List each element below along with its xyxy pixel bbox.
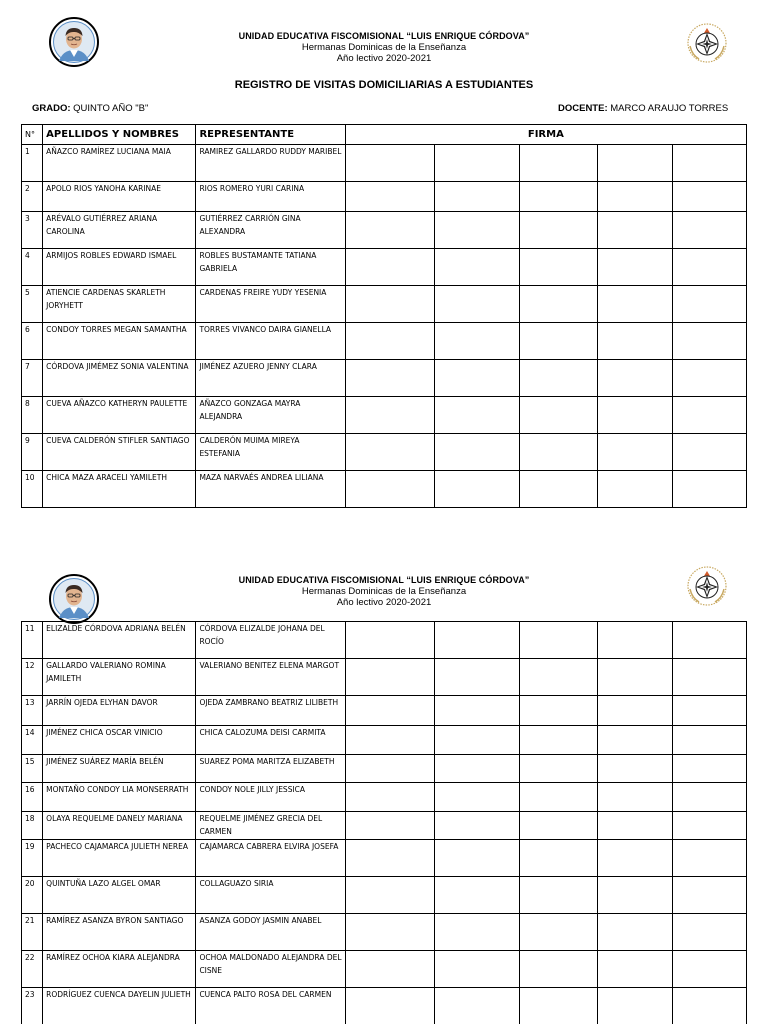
dominican-cross-shield-icon [684,565,730,607]
row-number: 5 [22,286,43,323]
signature-cell-5[interactable] [673,360,747,397]
signature-cell-4[interactable] [597,914,673,951]
signature-cell-3[interactable] [520,622,598,659]
student-name: CÓRDOVA JIMÉMEZ SONIA VALENTINA [43,360,196,397]
representative-name: RIOS ROMERO YURI CARINA [196,182,345,212]
signature-cell-1[interactable] [345,951,435,988]
signature-cell-3[interactable] [520,360,598,397]
signature-cell-3[interactable] [520,145,598,182]
signature-cell-3[interactable] [520,434,598,471]
signature-cell-4[interactable] [597,755,673,783]
signature-cell-4[interactable] [597,182,673,212]
table-header-row [22,125,747,145]
signature-cell-5[interactable] [673,877,747,914]
signature-cell-2[interactable] [435,755,520,783]
signature-cell-4[interactable] [597,434,673,471]
signature-cell-3[interactable] [520,726,598,755]
signature-cell-1[interactable] [345,622,435,659]
signature-cell-3[interactable] [520,471,598,508]
signature-cell-2[interactable] [435,783,520,812]
signature-cell-4[interactable] [597,145,673,182]
student-name: ARMIJOS ROBLES EDWARD ISMAEL [43,249,196,286]
signature-cell-1[interactable] [345,471,435,508]
student-name: ARÉVALO GUTIÉRREZ ARIANA CAROLINA [43,212,196,249]
representative-name: TORRES VIVANCO DAIRA GIANELLA [196,323,345,360]
teacher-field [558,103,728,114]
signature-cell-5[interactable] [673,659,747,696]
signature-cell-2[interactable] [435,877,520,914]
table-row [22,726,747,755]
signature-cell-2[interactable] [435,812,520,840]
signature-cell-1[interactable] [345,323,435,360]
school-year: Año lectivo 2020-2021 [336,597,432,608]
signature-cell-3[interactable] [520,988,598,1024]
signature-cell-2[interactable] [435,182,520,212]
table-row [22,840,747,877]
representative-name: ROBLES BUSTAMANTE TATIANA GABRIELA [196,249,345,286]
row-number: 12 [22,659,43,696]
representative-name: CUENCA PALTO ROSA DEL CARMEN [196,988,345,1024]
signature-cell-5[interactable] [673,812,747,840]
signature-cell-2[interactable] [435,951,520,988]
row-number: 19 [22,840,43,877]
signature-cell-1[interactable] [345,434,435,471]
signature-cell-5[interactable] [673,434,747,471]
signature-cell-4[interactable] [597,988,673,1024]
table-row [22,360,747,397]
column-header-names: APELLIDOS Y NOMBRES [43,125,196,145]
table-row [22,182,747,212]
row-number: 22 [22,951,43,988]
signature-cell-1[interactable] [345,182,435,212]
column-header-signature: FIRMA [345,125,746,145]
representative-name: ASANZA GODOY JASMIN ANABEL [196,914,345,951]
signature-cell-4[interactable] [597,249,673,286]
signature-cell-3[interactable] [520,659,598,696]
table-row [22,696,747,726]
signature-cell-4[interactable] [597,726,673,755]
student-name: JIMÉNEZ SUÁREZ MARÍA BELÉN [43,755,196,783]
signature-cell-2[interactable] [435,659,520,696]
signature-cell-1[interactable] [345,145,435,182]
table-row [22,812,747,840]
table-row [22,877,747,914]
row-number: 7 [22,360,43,397]
signature-cell-2[interactable] [435,622,520,659]
row-number: 10 [22,471,43,508]
signature-cell-1[interactable] [345,659,435,696]
representative-name: MAZA NARVAÉS ANDREA LILIANA [196,471,345,508]
student-name: AÑAZCO RAMÍREZ LUCIANA MAIA [43,145,196,182]
student-name: MONTAÑO CONDOY LIA MONSERRATH [43,783,196,812]
representative-name: CARDENAS FREIRE YUDY YESENIA [196,286,345,323]
signature-cell-1[interactable] [345,726,435,755]
signature-cell-3[interactable] [520,323,598,360]
table-row [22,914,747,951]
dominican-cross-shield-icon [684,22,730,64]
row-number: 23 [22,988,43,1024]
signature-cell-2[interactable] [435,914,520,951]
signature-cell-2[interactable] [435,397,520,434]
table-row [22,286,747,323]
row-number: 8 [22,397,43,434]
signature-cell-5[interactable] [673,783,747,812]
row-number: 3 [22,212,43,249]
signature-cell-2[interactable] [435,434,520,471]
signature-cell-5[interactable] [673,323,747,360]
signature-cell-5[interactable] [673,988,747,1024]
signature-cell-3[interactable] [520,951,598,988]
student-name: APOLO RIOS YANOHA KARINAE [43,182,196,212]
signature-cell-4[interactable] [597,397,673,434]
table-row [22,145,747,182]
student-name: OLAYA REQUELME DANELY MARIANA [43,812,196,840]
row-number: 16 [22,783,43,812]
student-name: ATIENCIE CARDENAS SKARLETH JORYHETT [43,286,196,323]
signature-cell-3[interactable] [520,696,598,726]
signature-cell-5[interactable] [673,951,747,988]
representative-name: CONDOY NOLE JILLY JESSICA [196,783,345,812]
row-number: 15 [22,755,43,783]
signature-cell-5[interactable] [673,249,747,286]
table-row [22,988,747,1024]
representative-name: OJEDA ZAMBRANO BEATRIZ LILIBETH [196,696,345,726]
signature-cell-3[interactable] [520,812,598,840]
signature-cell-3[interactable] [520,286,598,323]
row-number: 1 [22,145,43,182]
grade-field [32,103,148,114]
table-row [22,323,747,360]
congregation-name: Hermanas Dominicas de la Enseñanza [301,586,467,597]
visits-register-table-continued [21,621,747,1024]
representative-name: RAMIREZ GALLARDO RUDDY MARIBEL [196,145,345,182]
signature-cell-2[interactable] [435,988,520,1024]
page-header [0,0,768,75]
signature-cell-4[interactable] [597,360,673,397]
document-page-2 [0,557,768,1024]
signature-cell-5[interactable] [673,622,747,659]
signature-cell-4[interactable] [597,812,673,840]
representative-name: SUAREZ POMA MARITZA ELIZABETH [196,755,345,783]
signature-cell-5[interactable] [673,755,747,783]
signature-cell-4[interactable] [597,323,673,360]
signature-cell-2[interactable] [435,726,520,755]
student-name: GALLARDO VALERIANO ROMINA JAMILETH [43,659,196,696]
document-title: REGISTRO DE VISITAS DOMICILIARIAS A ESTUDIANTES [234,79,534,91]
column-header-number: N° [22,125,43,145]
table-row [22,212,747,249]
student-name: RAMÍREZ ASANZA BYRON SANTIAGO [43,914,196,951]
representative-name: CHICA CALOZUMA DEISI CARMITA [196,726,345,755]
grade-value: QUINTO AÑO "B" [73,103,149,114]
signature-cell-2[interactable] [435,145,520,182]
student-name: CUEVA CALDERÓN STIFLER SANTIAGO [43,434,196,471]
row-number: 18 [22,812,43,840]
signature-cell-2[interactable] [435,286,520,323]
signature-cell-3[interactable] [520,212,598,249]
student-name: PACHECO CAJAMARCA JULIETH NEREA [43,840,196,877]
signature-cell-1[interactable] [345,360,435,397]
student-name: RAMÍREZ OCHOA KIARA ALEJANDRA [43,951,196,988]
school-name: UNIDAD EDUCATIVA FISCOMISIONAL “LUIS ENRIQUE CÓRDOVA” [238,575,530,585]
school-name: UNIDAD EDUCATIVA FISCOMISIONAL “LUIS ENRIQUE CÓRDOVA” [238,31,530,41]
signature-cell-2[interactable] [435,249,520,286]
row-number: 2 [22,182,43,212]
signature-cell-3[interactable] [520,755,598,783]
row-number: 9 [22,434,43,471]
signature-cell-1[interactable] [345,812,435,840]
signature-cell-1[interactable] [345,249,435,286]
signature-cell-4[interactable] [597,471,673,508]
representative-name: CALDERÓN MUIMA MIREYA ESTEFANIA [196,434,345,471]
signature-cell-1[interactable] [345,696,435,726]
representative-name: JIMÉNEZ AZUERO JENNY CLARA [196,360,345,397]
signature-cell-1[interactable] [345,914,435,951]
signature-cell-5[interactable] [673,840,747,877]
signature-cell-4[interactable] [597,877,673,914]
representative-name: CAJAMARCA CABRERA ELVIRA JOSEFA [196,840,345,877]
teacher-value: MARCO ARAUJO TORRES [610,103,729,114]
founder-portrait-seal-icon [49,574,99,624]
signature-cell-4[interactable] [597,696,673,726]
signature-cell-5[interactable] [673,286,747,323]
signature-cell-5[interactable] [673,726,747,755]
signature-cell-1[interactable] [345,877,435,914]
signature-cell-2[interactable] [435,323,520,360]
signature-cell-4[interactable] [597,840,673,877]
row-number: 11 [22,622,43,659]
row-number: 6 [22,323,43,360]
student-name: CUEVA AÑAZCO KATHERYN PAULETTE [43,397,196,434]
signature-cell-4[interactable] [597,286,673,323]
signature-cell-4[interactable] [597,622,673,659]
signature-cell-1[interactable] [345,755,435,783]
signature-cell-3[interactable] [520,783,598,812]
table-row [22,783,747,812]
signature-cell-4[interactable] [597,783,673,812]
row-number: 13 [22,696,43,726]
signature-cell-3[interactable] [520,877,598,914]
row-number: 21 [22,914,43,951]
signature-cell-4[interactable] [597,951,673,988]
teacher-label: DOCENTE: [558,103,608,114]
table-row [22,397,747,434]
representative-name: CÓRDOVA ELIZALDE JOHANA DEL ROCÍO [196,622,345,659]
school-year: Año lectivo 2020-2021 [336,53,432,64]
representative-name: VALERIANO BENITEZ ELENA MARGOT [196,659,345,696]
signature-cell-5[interactable] [673,212,747,249]
signature-cell-1[interactable] [345,212,435,249]
row-number: 20 [22,877,43,914]
row-number: 4 [22,249,43,286]
representative-name: GUTIÉRREZ CARRIÓN GINA ALEXANDRA [196,212,345,249]
signature-cell-5[interactable] [673,397,747,434]
signature-cell-3[interactable] [520,840,598,877]
signature-cell-2[interactable] [435,212,520,249]
table-row [22,434,747,471]
congregation-name: Hermanas Dominicas de la Enseñanza [301,42,467,53]
signature-cell-2[interactable] [435,471,520,508]
signature-cell-5[interactable] [673,182,747,212]
signature-cell-3[interactable] [520,914,598,951]
representative-name: REQUELME JIMÉNEZ GRECIA DEL CARMEN [196,812,345,840]
signature-cell-1[interactable] [345,783,435,812]
table-row [22,622,747,659]
representative-name: COLLAGUAZO SIRIA [196,877,345,914]
signature-cell-4[interactable] [597,212,673,249]
representative-name: AÑAZCO GONZAGA MAYRA ALEJANDRA [196,397,345,434]
representative-name: OCHOA MALDONADO ALEJANDRA DEL CISNE [196,951,345,988]
signature-cell-2[interactable] [435,840,520,877]
student-name: JARRÍN OJEDA ELYHAN DAVOR [43,696,196,726]
signature-cell-2[interactable] [435,696,520,726]
signature-cell-1[interactable] [345,286,435,323]
table-row [22,249,747,286]
student-name: QUINTUÑA LAZO ALGEL OMAR [43,877,196,914]
signature-cell-4[interactable] [597,659,673,696]
signature-cell-5[interactable] [673,696,747,726]
table-row [22,951,747,988]
signature-cell-3[interactable] [520,182,598,212]
signature-cell-5[interactable] [673,914,747,951]
student-name: ELIZALDE CÓRDOVA ADRIANA BELÉN [43,622,196,659]
visits-register-table [21,124,747,508]
student-name: JIMÉNEZ CHICA OSCAR VINICIO [43,726,196,755]
student-name: RODRÍGUEZ CUENCA DAYELIN JULIETH [43,988,196,1024]
signature-cell-1[interactable] [345,988,435,1024]
signature-cell-3[interactable] [520,397,598,434]
signature-cell-1[interactable] [345,397,435,434]
grade-label: GRADO: [32,103,71,114]
signature-cell-3[interactable] [520,249,598,286]
table-row [22,755,747,783]
signature-cell-2[interactable] [435,360,520,397]
student-name: CONDOY TORRES MEGAN SAMANTHA [43,323,196,360]
table-row [22,659,747,696]
signature-cell-1[interactable] [345,840,435,877]
column-header-representative: REPRESENTANTE [196,125,345,145]
signature-cell-5[interactable] [673,145,747,182]
row-number: 14 [22,726,43,755]
signature-cell-5[interactable] [673,471,747,508]
student-name: CHICA MAZA ARACELI YAMILETH [43,471,196,508]
table-row [22,471,747,508]
founder-portrait-seal-icon [49,17,99,67]
